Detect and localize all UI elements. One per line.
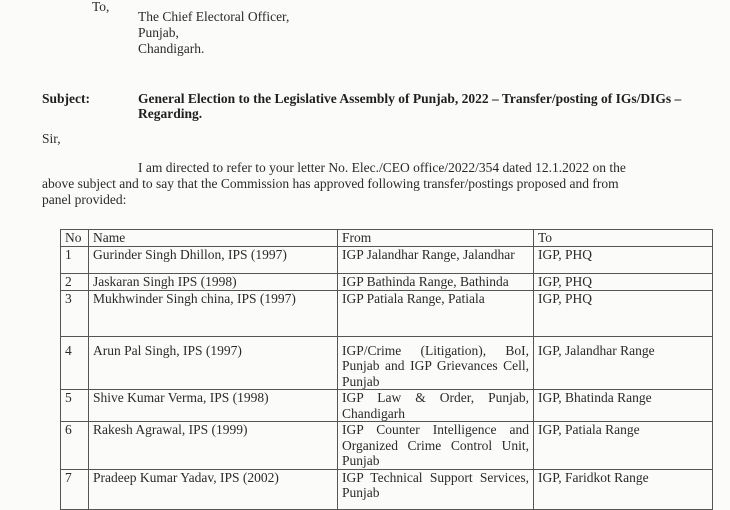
subject-line-1: General Election to the Legislative Assembly of Punjab, 2022 – Transfer/posting of IGs/DIGs – — [138, 91, 682, 106]
table-row — [61, 290, 713, 336]
cell-no: 4 — [61, 336, 89, 390]
cell-name: Rakesh Agrawal, IPS (1999) — [89, 422, 338, 470]
cell-from: IGP Technical Support Services, Punjab — [338, 469, 534, 509]
cell-no: 3 — [61, 290, 89, 336]
table-row — [61, 422, 713, 470]
cell-to: IGP, Faridkot Range — [534, 469, 713, 509]
greeting: Sir, — [42, 131, 61, 146]
address-line-1: The Chief Electoral Officer, — [138, 9, 290, 24]
cell-to: IGP, Patiala Range — [534, 422, 713, 470]
cell-no: 7 — [61, 469, 89, 509]
cell-from: IGP Bathinda Range, Bathinda — [338, 273, 534, 290]
cell-name: Gurinder Singh Dhillon, IPS (1997) — [89, 246, 338, 273]
cell-from: IGP/Crime (Litigation), BoI, Punjab and IGP Grievances Cell, Punjab — [338, 336, 534, 390]
table-row — [61, 273, 713, 290]
paragraph-line-1: I am directed to refer to your letter No. Elec./CEO office/2022/354 dated 12.1.2022 on the — [138, 160, 626, 175]
table-row — [61, 336, 713, 390]
table-row — [61, 390, 713, 422]
address-line-2: Punjab, — [138, 25, 179, 40]
cell-name: Arun Pal Singh, IPS (1997) — [89, 336, 338, 390]
paragraph-line-3: panel provided: — [42, 192, 127, 207]
to-label: To, — [92, 0, 110, 14]
cell-name: Mukhwinder Singh china, IPS (1997) — [89, 290, 338, 336]
cell-name: Shive Kumar Verma, IPS (1998) — [89, 390, 338, 422]
cell-from: IGP Patiala Range, Patiala — [338, 290, 534, 336]
paragraph-line-2: above subject and to say that the Commission has approved following transfer/postings proposed and from — [42, 176, 619, 191]
cell-no: 1 — [61, 246, 89, 273]
cell-to: IGP, Bhatinda Range — [534, 390, 713, 422]
table-row — [61, 246, 713, 273]
table-row — [61, 469, 713, 509]
header-from: From — [338, 230, 534, 247]
transfer-table — [60, 229, 713, 510]
cell-to: IGP, PHQ — [534, 246, 713, 273]
cell-no: 5 — [61, 390, 89, 422]
subject-line-2: Regarding. — [138, 106, 203, 121]
cell-to: IGP, Jalandhar Range — [534, 336, 713, 390]
cell-to: IGP, PHQ — [534, 273, 713, 290]
cell-no: 2 — [61, 273, 89, 290]
header-to: To — [534, 230, 713, 247]
subject-label: Subject: — [42, 91, 90, 106]
cell-to: IGP, PHQ — [534, 290, 713, 336]
cell-from: IGP Counter Intelligence and Organized Crime Control Unit, Punjab — [338, 422, 534, 470]
header-no: No — [61, 230, 89, 247]
cell-no: 6 — [61, 422, 89, 470]
cell-name: Jaskaran Singh IPS (1998) — [89, 273, 338, 290]
address-line-3: Chandigarh. — [138, 41, 205, 56]
cell-from: IGP Law & Order, Punjab, Chandigarh — [338, 390, 534, 422]
header-name: Name — [89, 230, 338, 247]
cell-name: Pradeep Kumar Yadav, IPS (2002) — [89, 469, 338, 509]
table-header-row — [61, 230, 713, 247]
cell-from: IGP Jalandhar Range, Jalandhar — [338, 246, 534, 273]
